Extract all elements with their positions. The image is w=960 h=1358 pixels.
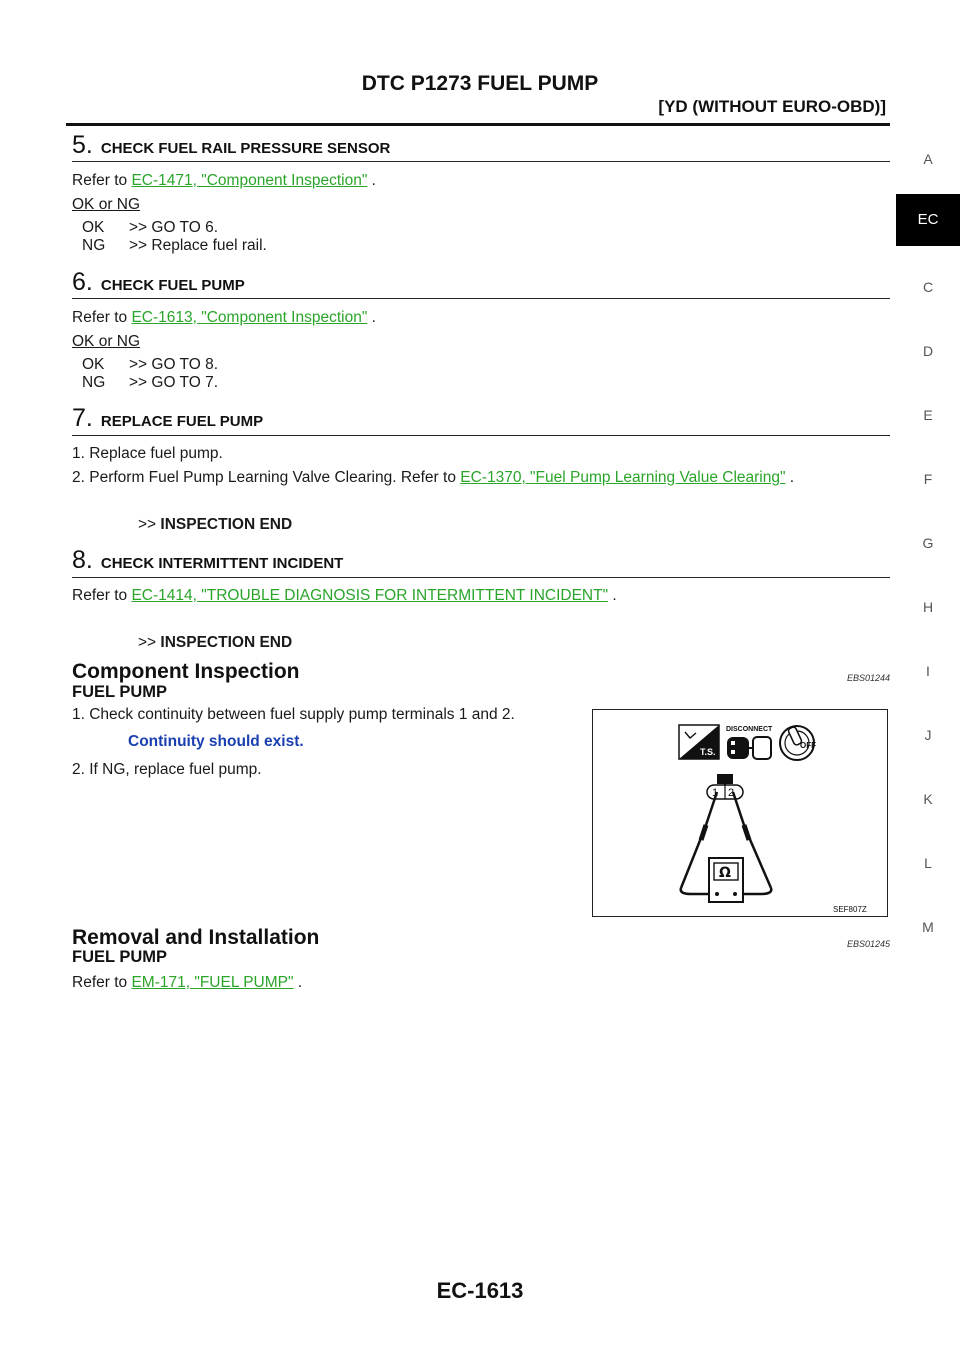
step-8-link[interactable]: EC-1414, "TROUBLE DIAGNOSIS FOR INTERMITTENT INCIDENT" — [131, 587, 609, 604]
step-6-title: CHECK FUEL PUMP — [100, 277, 245, 294]
off-label: OFF — [800, 741, 816, 750]
step-7-item-2 — [72, 469, 794, 487]
index-tab-e[interactable]: E — [923, 407, 933, 423]
result-key: NG — [82, 374, 106, 391]
component-inspection-code: EBS01244 — [846, 673, 890, 683]
step-8-end — [138, 634, 292, 652]
step-8-heading — [72, 546, 343, 575]
refer-prefix: Refer to — [72, 309, 132, 326]
figure-code: SEF807Z — [833, 905, 867, 914]
step-6-ng-result — [82, 374, 218, 392]
step-8-title: CHECK INTERMITTENT INCIDENT — [100, 555, 344, 572]
index-tab-l[interactable]: L — [924, 855, 932, 871]
result-key: NG — [82, 237, 106, 254]
step-5-divider — [72, 161, 890, 162]
connector-disconnect-icon — [726, 726, 773, 759]
step-5-refer — [72, 172, 376, 190]
refer-prefix: Refer to — [72, 587, 132, 604]
step-6-ok-result — [82, 356, 218, 374]
ts-icon — [679, 725, 719, 759]
step-7-title: REPLACE FUEL PUMP — [100, 413, 264, 430]
figure-drawing — [593, 710, 886, 915]
removal-refer — [72, 974, 302, 992]
ts-label: T.S. — [700, 747, 716, 757]
step-5-number: 5. — [72, 131, 93, 159]
step-5-okng: OK or NG — [72, 196, 141, 213]
step-6-refer — [72, 309, 376, 327]
ignition-key-icon — [780, 726, 816, 760]
index-tab-c[interactable]: C — [922, 279, 934, 295]
terminal-2-label: 2 — [728, 787, 735, 799]
inspection-item-2: 2. If NG, replace fuel pump. — [72, 761, 262, 778]
index-tab-h[interactable]: H — [922, 599, 934, 615]
step-7-item-1: 1. Replace fuel pump. — [72, 445, 223, 462]
step-5-heading — [72, 131, 390, 160]
removal-subtitle: FUEL PUMP — [72, 948, 168, 966]
result-key: OK — [82, 356, 105, 373]
index-tab-m[interactable]: M — [922, 919, 934, 935]
refer-prefix: Refer to — [72, 172, 132, 189]
step-7-divider — [72, 435, 890, 436]
result-key: OK — [82, 219, 105, 236]
index-tab-f[interactable]: F — [923, 471, 933, 487]
index-tab-j[interactable]: J — [924, 727, 932, 743]
index-tab-i[interactable]: I — [926, 663, 930, 679]
ohm-symbol: Ω — [719, 865, 731, 881]
index-tab-ec[interactable]: EC — [896, 194, 960, 246]
removal-title: Removal and Installation — [72, 926, 320, 949]
removal-code: EBS01245 — [846, 939, 890, 949]
page-number: EC-1613 — [436, 1278, 524, 1303]
step-5-link[interactable]: EC-1471, "Component Inspection" — [131, 172, 368, 189]
refer-suffix: . — [367, 309, 376, 326]
index-tab-d[interactable]: D — [922, 343, 934, 359]
end-arrow: >> — [138, 634, 161, 651]
inspection-item-1: 1. Check continuity between fuel supply pump terminals 1 and 2. — [72, 706, 515, 723]
ohmmeter-icon — [709, 858, 743, 902]
refer-prefix: Refer to — [72, 974, 132, 991]
step-5-ng-result — [82, 237, 267, 255]
refer-suffix: . — [367, 172, 376, 189]
component-inspection-title: Component Inspection — [72, 660, 300, 683]
end-text: INSPECTION END — [160, 516, 293, 533]
result-value: >> Replace fuel rail. — [129, 237, 267, 254]
step-5-title: CHECK FUEL RAIL PRESSURE SENSOR — [100, 140, 391, 157]
step-7-link[interactable]: EC-1370, "Fuel Pump Learning Value Clearing" — [460, 469, 786, 486]
page-subtitle: [YD (WITHOUT EURO-OBD)] — [658, 97, 886, 116]
step-8-number: 8. — [72, 546, 93, 574]
result-value: >> GO TO 6. — [129, 219, 219, 236]
result-value: >> GO TO 7. — [129, 374, 219, 391]
index-tab-a[interactable]: A — [923, 151, 933, 167]
step-8-divider — [72, 577, 890, 578]
item-suffix: . — [785, 469, 795, 486]
terminal-1-label: 1 — [712, 787, 719, 799]
component-inspection-subtitle: FUEL PUMP — [72, 683, 168, 701]
index-tab-g[interactable]: G — [922, 535, 934, 551]
header-divider — [66, 123, 890, 126]
step-6-link[interactable]: EC-1613, "Component Inspection" — [131, 309, 368, 326]
step-8-refer — [72, 587, 617, 605]
page-title: DTC P1273 FUEL PUMP — [361, 72, 599, 95]
continuity-test-figure — [592, 709, 888, 917]
end-arrow: >> — [138, 516, 161, 533]
item-text: 2. Perform Fuel Pump Learning Valve Clearing. Refer to — [72, 469, 461, 486]
removal-link[interactable]: EM-171, "FUEL PUMP" — [131, 974, 294, 991]
step-7-number: 7. — [72, 404, 93, 432]
step-5-ok-result — [82, 219, 218, 237]
step-6-okng: OK or NG — [72, 333, 141, 350]
step-7-heading — [72, 404, 263, 433]
result-value: >> GO TO 8. — [129, 356, 219, 373]
index-tab-k[interactable]: K — [923, 791, 933, 807]
end-text: INSPECTION END — [160, 634, 293, 651]
step-6-number: 6. — [72, 268, 93, 296]
harness-connector — [707, 774, 743, 799]
step-7-end — [138, 516, 292, 534]
refer-suffix: . — [608, 587, 617, 604]
continuity-note: Continuity should exist. — [128, 733, 304, 750]
step-6-heading — [72, 268, 245, 297]
step-6-divider — [72, 298, 890, 299]
refer-suffix: . — [293, 974, 303, 991]
disconnect-label: DISCONNECT — [726, 726, 773, 733]
